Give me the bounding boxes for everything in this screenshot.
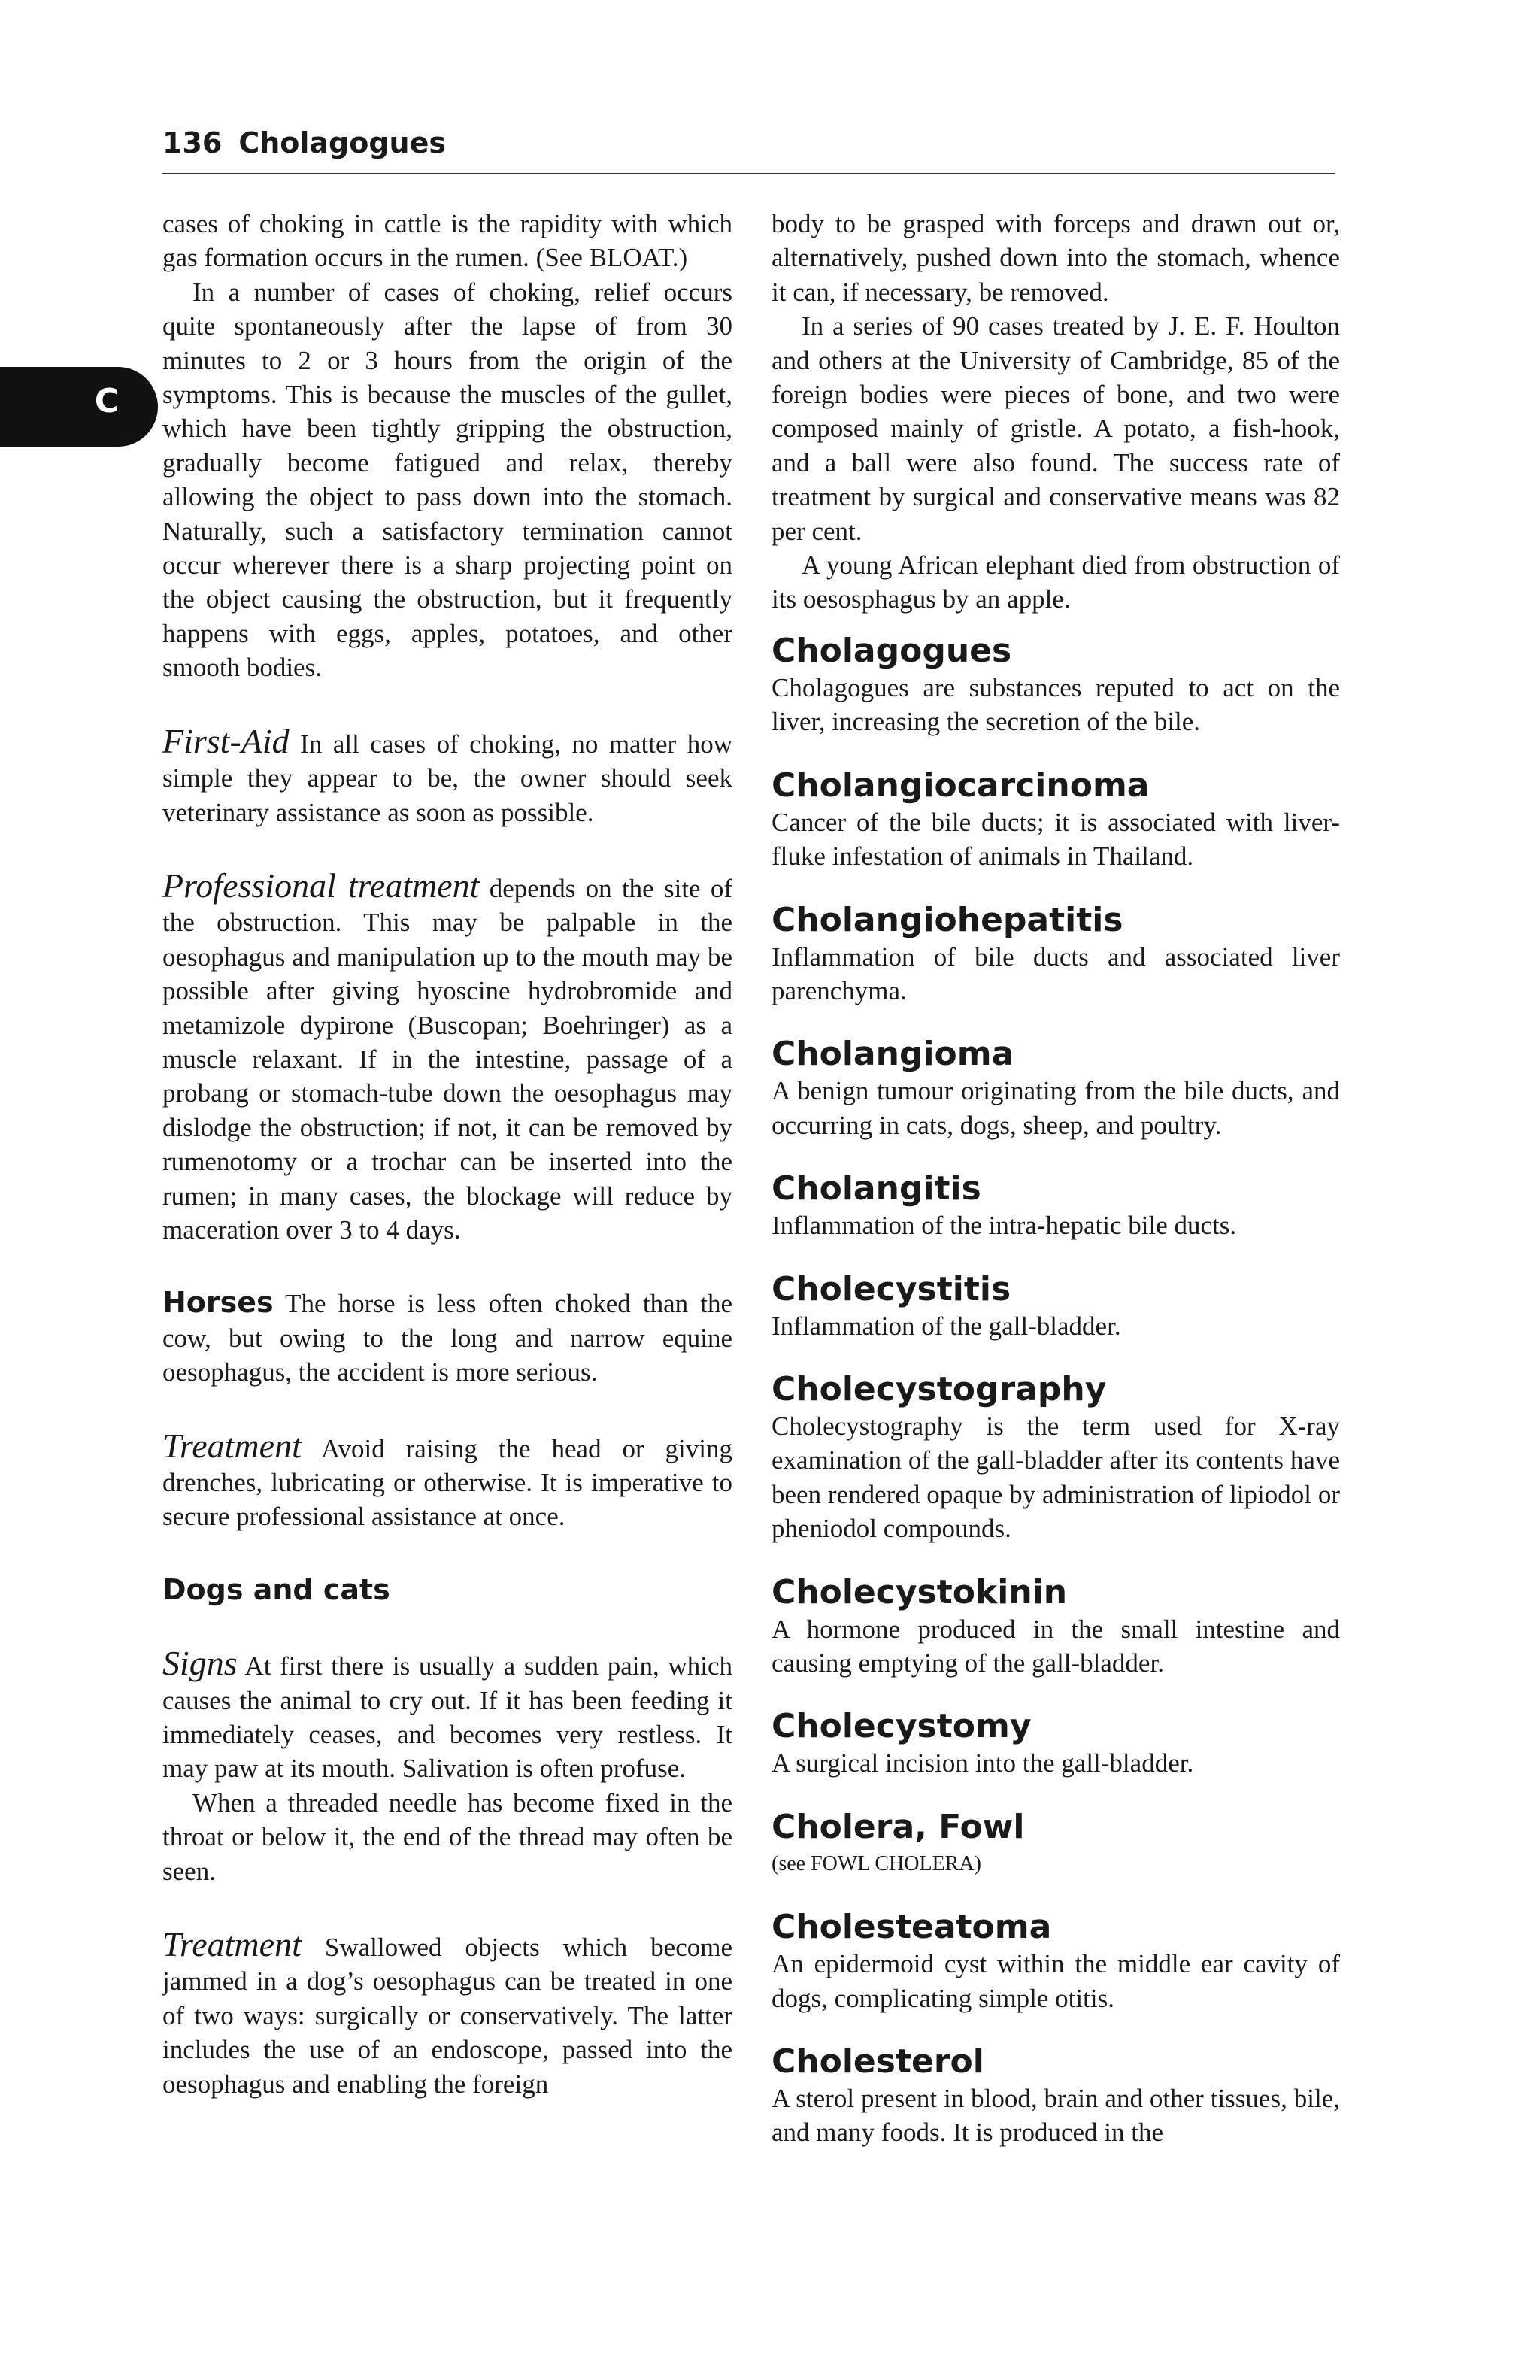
dictionary-entry <box>772 1573 1340 1681</box>
run-in-heading: Treatment <box>162 1426 302 1465</box>
signs-section: Signs At first there is usually a sudden pain, which causes the animal to cry out. If it has been feeding it immediately ceases, and becomes very restless. It may paw at its mouth. Salivation is often profuse. <box>162 1644 732 1784</box>
right-column <box>772 207 1340 2177</box>
entry-term: Cholesterol <box>772 2042 984 2081</box>
paragraph: body to be grasped with forceps and drawn out or, alternatively, pushed down into the stomach, whence it can, if necessary, be removed. <box>772 209 1340 307</box>
dictionary-entry <box>772 2042 1340 2150</box>
entry-term: Cholecystokinin <box>772 1572 1068 1611</box>
run-in-heading: Treatment <box>162 1925 302 1964</box>
entry-term: Cholangitis <box>772 1169 981 1208</box>
run-in-heading: Signs <box>162 1644 238 1683</box>
entry-term: Cholangiohepatitis <box>772 900 1123 939</box>
dictionary-entry <box>772 1707 1340 1780</box>
entry-cross-reference: (see FOWL CHOLERA) <box>772 1851 981 1875</box>
entry-definition: Cancer of the bile ducts; it is associated with liver-fluke infestation of animals in Thailand. <box>772 807 1340 872</box>
page-number: 136 <box>162 126 223 159</box>
subheading: Dogs and cats <box>162 1572 390 1606</box>
dictionary-entry <box>772 1908 1340 2015</box>
running-title: Cholagogues <box>238 126 446 159</box>
entry-term: Cholagogues <box>772 631 1012 670</box>
entry-definition: Inflammation of the intra-hepatic bile ducts. <box>772 1211 1237 1241</box>
run-in-heading: Horses <box>162 1286 274 1320</box>
entry-term: Cholesteatoma <box>772 1908 1052 1947</box>
entry-definition: A benign tumour originating from the bile ducts, and occurring in cats, dogs, sheep, and poultry. <box>772 1076 1340 1140</box>
dictionary-entry <box>772 766 1340 874</box>
dictionary-entry <box>772 632 1340 739</box>
paragraph: In a series of 90 cases treated by J. E. F. Houlton and others at the University of Cambridge, 85 of the foreign bodies were pieces of bone, and two were composed mainly of gristle. A potato, a fish-hook, and a ball were also found. The success rate of treatment by surgical and conservative means was 82 per cent. <box>772 311 1340 546</box>
entry-term: Cholecystitis <box>772 1269 1011 1308</box>
left-column <box>162 207 732 2101</box>
first-aid-section: First-Aid In all cases of choking, no matter how simple they appear to be, the owner should seek veterinary assistance as soon as possible. <box>162 721 732 827</box>
thumb-index-letter: C <box>94 382 119 420</box>
entry-term: Cholecystography <box>772 1369 1107 1408</box>
entry-term: Cholangioma <box>772 1035 1014 1074</box>
entry-definition: Cholagogues are substances reputed to act on the liver, increasing the secretion of the bile. <box>772 672 1340 737</box>
dictionary-entry <box>772 901 1340 1008</box>
dogs-treatment-section: Treatment Swallowed objects which become jammed in a dog’s oesophagus can be treated in one of two ways: surgically or conservatively. The latter includes the use of an endoscope, passed into the oesophagus and enabling the foreign <box>162 1925 732 2099</box>
run-in-heading: Professional treatment <box>162 866 480 905</box>
running-header <box>162 126 1335 174</box>
entry-definition: An epidermoid cyst within the middle ear cavity of dogs, complicating simple otitis. <box>772 1949 1340 2013</box>
entry-definition: A surgical incision into the gall-bladder. <box>772 1748 1194 1778</box>
professional-treatment-section: Professional treatment depends on the site of the obstruction. This may be palpable in the oesophagus and manipulation up to the mouth may be possible after giving hyoscine hydrobromide and metamizole dypirone (Buscopan; Boehringer) as a muscle relaxant. If in the intestine, passage of a probang or stomach-tube down the oesophagus may dislodge the obstruction; if not, it can be removed by rumenotomy or a trochar can be inserted into the rumen; in many cases, the blockage will reduce by maceration over 3 to 4 days. <box>162 866 732 1245</box>
entry-term: Cholecystomy <box>772 1707 1032 1746</box>
entry-term: Cholangiocarcinoma <box>772 766 1150 805</box>
paragraph: In a number of cases of choking, relief occurs quite spontaneously after the lapse of from 30 minutes to 2 or 3 hours from the origin of the symptoms. This is because the muscles of the gullet, which have been tightly gripping the obstruction, gradually become fatigued and relax, thereby allowing the object to pass down into the stomach. Naturally, such a satisfactory termination cannot occur wherever there is a sharp projecting point on the object causing the obstruction, but it frequently happens with eggs, apples, potatoes, and other smooth bodies. <box>162 277 732 683</box>
run-in-heading: First-Aid <box>162 721 290 760</box>
dictionary-entry <box>772 1370 1340 1546</box>
entry-definition: A sterol present in blood, brain and other tissues, bile, and many foods. It is produced in the <box>772 2084 1340 2148</box>
entry-term: Cholera, Fowl <box>772 1807 1025 1846</box>
horses-treatment-section: Treatment Avoid raising the head or giving drenches, lubricating or otherwise. It is imperative to secure professional assistance at once. <box>162 1426 732 1532</box>
entry-definition: A hormone produced in the small intestine and causing emptying of the gall-bladder. <box>772 1614 1340 1678</box>
entry-definition: Cholecystography is the term used for X-ray examination of the gall-bladder after its contents have been rendered opaque by administration of lipiodol or pheniodol compounds. <box>772 1411 1340 1544</box>
dictionary-entry <box>772 1270 1340 1343</box>
entry-definition: Inflammation of bile ducts and associated liver parenchyma. <box>772 941 1340 1005</box>
horses-section: Horses The horse is less often choked than the cow, but owing to the long and narrow equine oesophagus, the accident is more serious. <box>162 1286 732 1387</box>
dictionary-entry <box>772 1169 1340 1242</box>
entry-definition: Inflammation of the gall-bladder. <box>772 1311 1121 1341</box>
paragraph: When a threaded needle has become fixed in the throat or below it, the end of the thread may often be seen. <box>162 1787 732 1886</box>
paragraph: A young African elephant died from obstruction of its oesosphagus by an apple. <box>772 550 1340 614</box>
paragraph: cases of choking in cattle is the rapidity with which gas formation occurs in the rumen. (See BLOAT.) <box>162 209 732 273</box>
dictionary-entry <box>772 1035 1340 1142</box>
thumb-index-tab <box>0 367 158 447</box>
dictionary-entry <box>772 1808 1340 1881</box>
